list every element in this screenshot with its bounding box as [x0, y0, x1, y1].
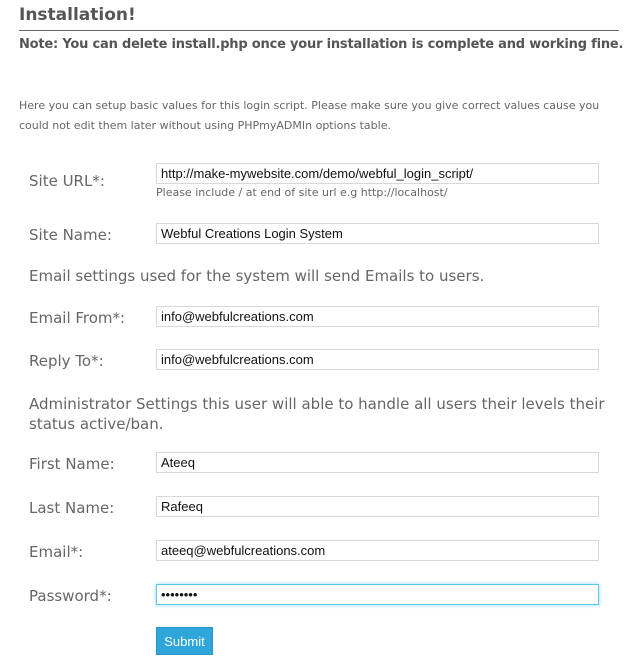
- reply-to-input[interactable]: [156, 349, 599, 370]
- site-url-input[interactable]: [156, 163, 599, 184]
- divider: [19, 30, 619, 31]
- install-note: Note: You can delete install.php once your installation is complete and working fine.: [19, 37, 624, 52]
- last-name-input[interactable]: [156, 496, 599, 517]
- site-name-input[interactable]: [156, 223, 599, 244]
- email-from-label: Email From*:: [29, 309, 126, 327]
- email-input[interactable]: [156, 540, 599, 561]
- email-from-input[interactable]: [156, 306, 599, 327]
- email-settings-heading: Email settings used for the system will send Emails to users.: [29, 267, 485, 285]
- admin-settings-heading: Administrator Settings this user will able to handle all users their levels their status active/ban.: [29, 395, 605, 433]
- email-label: Email*:: [29, 543, 84, 561]
- intro-text: Here you can setup basic values for this login script. Please make sure you give correct values cause you could not edit them later without using PHPmyADMIn options table.: [19, 99, 600, 132]
- site-url-hint: Please include / at end of site url e.g http://localhost/: [156, 186, 448, 199]
- page-title: Installation!: [19, 5, 136, 25]
- password-label: Password*:: [29, 587, 112, 605]
- reply-to-label: Reply To*:: [29, 352, 104, 370]
- site-url-label: Site URL*:: [29, 172, 105, 190]
- submit-button[interactable]: Submit: [156, 627, 213, 655]
- password-input[interactable]: [156, 584, 599, 605]
- first-name-label: First Name:: [29, 455, 115, 473]
- first-name-input[interactable]: [156, 452, 599, 473]
- last-name-label: Last Name:: [29, 499, 115, 517]
- site-name-label: Site Name:: [29, 226, 112, 244]
